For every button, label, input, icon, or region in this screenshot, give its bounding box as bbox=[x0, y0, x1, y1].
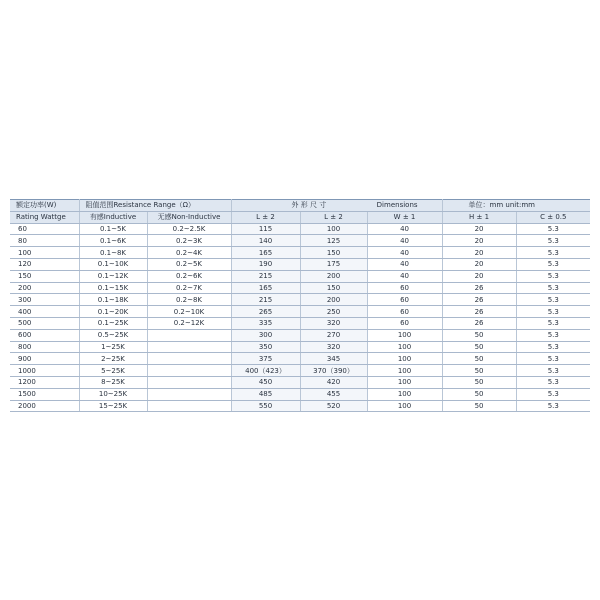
length-l2-cell: 175 bbox=[300, 258, 367, 270]
dimensions-header bbox=[231, 200, 442, 212]
rating-cell: 900 bbox=[10, 353, 79, 365]
length-l1-cell: 375 bbox=[231, 353, 300, 365]
non-inductive-range-cell bbox=[147, 388, 231, 400]
length-l2-cell: 150 bbox=[300, 247, 367, 259]
length-l1-cell: 265 bbox=[231, 306, 300, 318]
rating-cell: 1500 bbox=[10, 388, 79, 400]
rating-cell: 300 bbox=[10, 294, 79, 306]
length-l1-cell: 190 bbox=[231, 258, 300, 270]
c-dimension-cell: 5.3 bbox=[516, 306, 590, 318]
table-row bbox=[10, 223, 590, 235]
height-cell: 50 bbox=[442, 353, 516, 365]
c-dimension-cell: 5.3 bbox=[516, 353, 590, 365]
unit-header: 单位：mm unit:mm bbox=[442, 200, 590, 212]
height-cell: 20 bbox=[442, 270, 516, 282]
width-cell: 100 bbox=[367, 400, 442, 412]
resistance-range-header: 阻值范围Resistance Range（Ω） bbox=[79, 200, 231, 212]
non-inductive-range-cell bbox=[147, 376, 231, 388]
length-l2-cell: 150 bbox=[300, 282, 367, 294]
width-cell: 100 bbox=[367, 388, 442, 400]
inductive-range-cell: 0.1~25K bbox=[79, 317, 147, 329]
non-inductive-range-cell: 0.2~2.5K bbox=[147, 223, 231, 235]
length-l1-cell: 215 bbox=[231, 294, 300, 306]
length-l2-cell: 270 bbox=[300, 329, 367, 341]
non-inductive-range-cell: 0.2~6K bbox=[147, 270, 231, 282]
non-inductive-range-cell: 0.2~3K bbox=[147, 235, 231, 247]
length-l1-cell: 350 bbox=[231, 341, 300, 353]
width-cell: 40 bbox=[367, 247, 442, 259]
inductive-range-cell: 0.1~6K bbox=[79, 235, 147, 247]
header-row-1 bbox=[10, 200, 590, 212]
length-l1-cell: 485 bbox=[231, 388, 300, 400]
length-l2-cell: 420 bbox=[300, 376, 367, 388]
table-row bbox=[10, 294, 590, 306]
inductive-range-cell: 0.1~5K bbox=[79, 223, 147, 235]
inductive-range-cell: 15~25K bbox=[79, 400, 147, 412]
rating-cell: 120 bbox=[10, 258, 79, 270]
height-cell: 20 bbox=[442, 247, 516, 259]
col-header-w: W ± 1 bbox=[367, 211, 442, 223]
inductive-range-cell: 0.1~10K bbox=[79, 258, 147, 270]
table-row bbox=[10, 282, 590, 294]
col-header-l2: L ± 2 bbox=[300, 211, 367, 223]
col-header-h: H ± 1 bbox=[442, 211, 516, 223]
col-header-l1: L ± 2 bbox=[231, 211, 300, 223]
width-cell: 100 bbox=[367, 353, 442, 365]
c-dimension-cell: 5.3 bbox=[516, 223, 590, 235]
inductive-range-cell: 5~25K bbox=[79, 365, 147, 377]
rating-cell: 1000 bbox=[10, 365, 79, 377]
length-l1-cell: 550 bbox=[231, 400, 300, 412]
length-l2-cell: 520 bbox=[300, 400, 367, 412]
width-cell: 100 bbox=[367, 341, 442, 353]
rating-cell: 150 bbox=[10, 270, 79, 282]
width-cell: 40 bbox=[367, 223, 442, 235]
table-row bbox=[10, 388, 590, 400]
length-l1-cell: 115 bbox=[231, 223, 300, 235]
c-dimension-cell: 5.3 bbox=[516, 376, 590, 388]
height-cell: 50 bbox=[442, 329, 516, 341]
length-l1-cell: 165 bbox=[231, 282, 300, 294]
c-dimension-cell: 5.3 bbox=[516, 400, 590, 412]
height-cell: 20 bbox=[442, 258, 516, 270]
table-row bbox=[10, 258, 590, 270]
inductive-range-cell: 8~25K bbox=[79, 376, 147, 388]
c-dimension-cell: 5.3 bbox=[516, 235, 590, 247]
width-cell: 60 bbox=[367, 306, 442, 318]
width-cell: 40 bbox=[367, 270, 442, 282]
c-dimension-cell: 5.3 bbox=[516, 388, 590, 400]
col-header-c: C ± 0.5 bbox=[516, 211, 590, 223]
length-l1-cell: 215 bbox=[231, 270, 300, 282]
table-row bbox=[10, 400, 590, 412]
rating-cell: 400 bbox=[10, 306, 79, 318]
dimensions-header-cn: 外 形 尺 寸 bbox=[291, 201, 327, 210]
rating-cell: 200 bbox=[10, 282, 79, 294]
inductive-header: 有感Inductive bbox=[79, 211, 147, 223]
non-inductive-range-cell: 0.2~8K bbox=[147, 294, 231, 306]
height-cell: 50 bbox=[442, 388, 516, 400]
height-cell: 26 bbox=[442, 317, 516, 329]
non-inductive-range-cell: 0.2~5K bbox=[147, 258, 231, 270]
height-cell: 26 bbox=[442, 306, 516, 318]
inductive-range-cell: 0.1~12K bbox=[79, 270, 147, 282]
non-inductive-range-cell: 0.2~4K bbox=[147, 247, 231, 259]
length-l2-cell: 100 bbox=[300, 223, 367, 235]
rating-header-en: Rating Wattge bbox=[10, 211, 79, 223]
rating-cell: 60 bbox=[10, 223, 79, 235]
dimensions-header-en: Dimensions bbox=[376, 201, 418, 210]
c-dimension-cell: 5.3 bbox=[516, 365, 590, 377]
height-cell: 26 bbox=[442, 282, 516, 294]
height-cell: 20 bbox=[442, 223, 516, 235]
table-row bbox=[10, 329, 590, 341]
table-row bbox=[10, 247, 590, 259]
length-l2-cell: 320 bbox=[300, 317, 367, 329]
non-inductive-range-cell bbox=[147, 353, 231, 365]
width-cell: 100 bbox=[367, 329, 442, 341]
inductive-range-cell: 10~25K bbox=[79, 388, 147, 400]
non-inductive-range-cell: 0.2~12K bbox=[147, 317, 231, 329]
length-l2-cell: 320 bbox=[300, 341, 367, 353]
height-cell: 50 bbox=[442, 376, 516, 388]
non-inductive-range-cell bbox=[147, 400, 231, 412]
c-dimension-cell: 5.3 bbox=[516, 258, 590, 270]
table-row bbox=[10, 365, 590, 377]
inductive-range-cell: 0.1~20K bbox=[79, 306, 147, 318]
inductive-range-cell: 0.1~18K bbox=[79, 294, 147, 306]
rating-cell: 800 bbox=[10, 341, 79, 353]
c-dimension-cell: 5.3 bbox=[516, 317, 590, 329]
width-cell: 60 bbox=[367, 282, 442, 294]
table-row bbox=[10, 341, 590, 353]
c-dimension-cell: 5.3 bbox=[516, 294, 590, 306]
height-cell: 50 bbox=[442, 365, 516, 377]
rating-header-cn: 额定功率(W) bbox=[10, 200, 79, 212]
length-l2-cell: 200 bbox=[300, 294, 367, 306]
non-inductive-header: 无感Non-Inductive bbox=[147, 211, 231, 223]
table-row bbox=[10, 235, 590, 247]
length-l1-cell: 300 bbox=[231, 329, 300, 341]
non-inductive-range-cell: 0.2~10K bbox=[147, 306, 231, 318]
length-l2-cell: 200 bbox=[300, 270, 367, 282]
width-cell: 40 bbox=[367, 258, 442, 270]
table-row bbox=[10, 317, 590, 329]
non-inductive-range-cell bbox=[147, 329, 231, 341]
inductive-range-cell: 0.1~8K bbox=[79, 247, 147, 259]
rating-cell: 2000 bbox=[10, 400, 79, 412]
c-dimension-cell: 5.3 bbox=[516, 282, 590, 294]
c-dimension-cell: 5.3 bbox=[516, 270, 590, 282]
width-cell: 100 bbox=[367, 365, 442, 377]
non-inductive-range-cell: 0.2~7K bbox=[147, 282, 231, 294]
length-l1-cell: 140 bbox=[231, 235, 300, 247]
length-l2-cell: 455 bbox=[300, 388, 367, 400]
rating-cell: 80 bbox=[10, 235, 79, 247]
inductive-range-cell: 0.5~25K bbox=[79, 329, 147, 341]
length-l1-cell: 165 bbox=[231, 247, 300, 259]
table-row bbox=[10, 353, 590, 365]
inductive-range-cell: 1~25K bbox=[79, 341, 147, 353]
inductive-range-cell: 0.1~15K bbox=[79, 282, 147, 294]
non-inductive-range-cell bbox=[147, 341, 231, 353]
resistor-spec-table bbox=[10, 199, 590, 412]
table-row bbox=[10, 376, 590, 388]
inductive-range-cell: 2~25K bbox=[79, 353, 147, 365]
length-l1-cell: 335 bbox=[231, 317, 300, 329]
rating-cell: 600 bbox=[10, 329, 79, 341]
header-row-2 bbox=[10, 211, 590, 223]
height-cell: 26 bbox=[442, 294, 516, 306]
width-cell: 40 bbox=[367, 235, 442, 247]
length-l1-cell: 450 bbox=[231, 376, 300, 388]
width-cell: 100 bbox=[367, 376, 442, 388]
c-dimension-cell: 5.3 bbox=[516, 341, 590, 353]
c-dimension-cell: 5.3 bbox=[516, 329, 590, 341]
length-l2-cell: 345 bbox=[300, 353, 367, 365]
rating-cell: 1200 bbox=[10, 376, 79, 388]
length-l2-cell: 250 bbox=[300, 306, 367, 318]
length-l2-cell: 370（390） bbox=[300, 365, 367, 377]
c-dimension-cell: 5.3 bbox=[516, 247, 590, 259]
rating-cell: 500 bbox=[10, 317, 79, 329]
length-l2-cell: 125 bbox=[300, 235, 367, 247]
width-cell: 60 bbox=[367, 294, 442, 306]
non-inductive-range-cell bbox=[147, 365, 231, 377]
height-cell: 50 bbox=[442, 341, 516, 353]
table-row bbox=[10, 270, 590, 282]
height-cell: 50 bbox=[442, 400, 516, 412]
length-l1-cell: 400（423） bbox=[231, 365, 300, 377]
table-row bbox=[10, 306, 590, 318]
width-cell: 60 bbox=[367, 317, 442, 329]
height-cell: 20 bbox=[442, 235, 516, 247]
rating-cell: 100 bbox=[10, 247, 79, 259]
